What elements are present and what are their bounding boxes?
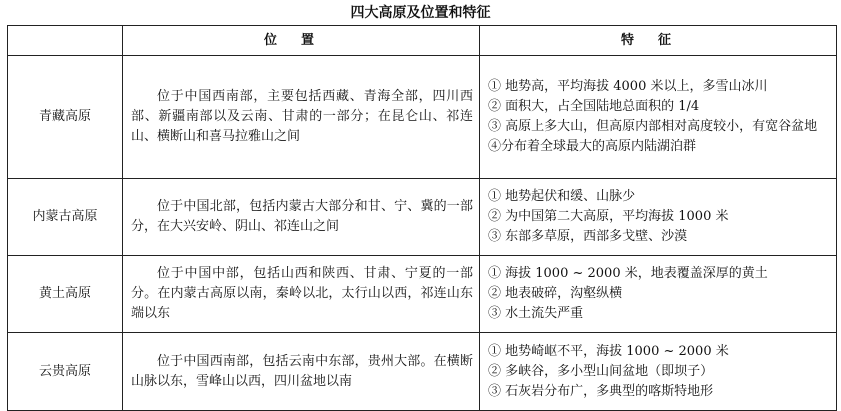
feature-item: ① 地势起伏和缓、山脉少 bbox=[488, 189, 636, 204]
table-row bbox=[8, 56, 837, 179]
plateau-name: 内蒙古高原 bbox=[8, 179, 123, 256]
feature-item: ④分布着全球最大的高原内陆湖泊群 bbox=[488, 139, 697, 154]
table-row bbox=[8, 179, 837, 256]
plateau-location: 位于中国西南部，包括云南中东部，贵州大部。在横断山脉以东，雪峰山以西，四川盆地以南 bbox=[123, 333, 480, 411]
plateau-features bbox=[480, 256, 837, 333]
plateau-location: 位于中国北部，包括内蒙古大部分和甘、宁、冀的一部分，在大兴安岭、阴山、祁连山之间 bbox=[123, 179, 480, 256]
plateau-features bbox=[480, 179, 837, 256]
header-location: 位置 bbox=[123, 26, 480, 56]
table-title: 四大高原及位置和特征 bbox=[350, 5, 491, 21]
plateau-location: 位于中国中部，包括山西和陕西、甘肃、宁夏的一部分。在内蒙古高原以南，秦岭以北，太行山以西，祁连山东端以东 bbox=[123, 256, 480, 333]
plateau-location: 位于中国西南部，主要包括西藏、青海全部，四川西部、新疆南部以及云南、甘肃的一部分；在昆仑山、祁连山、横断山和喜马拉雅山之间 bbox=[123, 56, 480, 179]
table-row bbox=[8, 333, 837, 411]
feature-item: ③ 石灰岩分布广，多典型的喀斯特地形 bbox=[488, 383, 714, 399]
header-row bbox=[8, 26, 837, 56]
feature-item: ② 多峡谷，多小型山间盆地（即坝子） bbox=[488, 363, 714, 379]
feature-item: ① 地势崎岖不平，海拔 1000 ~ 2000 米 bbox=[488, 343, 729, 359]
plateau-features bbox=[480, 56, 837, 179]
plateau-name: 黄土高原 bbox=[8, 256, 123, 333]
feature-item: ③ 东部多草原，西部多戈壁、沙漠 bbox=[488, 229, 688, 244]
header-features: 特征 bbox=[480, 26, 837, 56]
table-row bbox=[8, 256, 837, 333]
plateau-name: 青藏高原 bbox=[8, 56, 123, 179]
feature-item: ② 地表破碎，沟壑纵横 bbox=[488, 286, 623, 301]
plateau-table bbox=[7, 25, 837, 411]
feature-item: ③ 高原上多大山，但高原内部相对高度较小，有宽谷盆地 bbox=[488, 119, 818, 134]
feature-item: ③ 水土流失严重 bbox=[488, 306, 584, 321]
plateau-name: 云贵高原 bbox=[8, 333, 123, 411]
plateau-features bbox=[480, 333, 837, 411]
feature-item: ② 面积大，占全国陆地总面积的 1/4 bbox=[488, 99, 700, 114]
header-name bbox=[8, 26, 123, 56]
feature-item: ① 海拔 1000 ~ 2000 米，地表覆盖深厚的黄土 bbox=[488, 266, 768, 281]
feature-item: ② 为中国第二大高原，平均海拔 1000 米 bbox=[488, 209, 729, 224]
feature-item: ① 地势高，平均海拔 4000 米以上，多雪山冰川 bbox=[488, 79, 768, 94]
